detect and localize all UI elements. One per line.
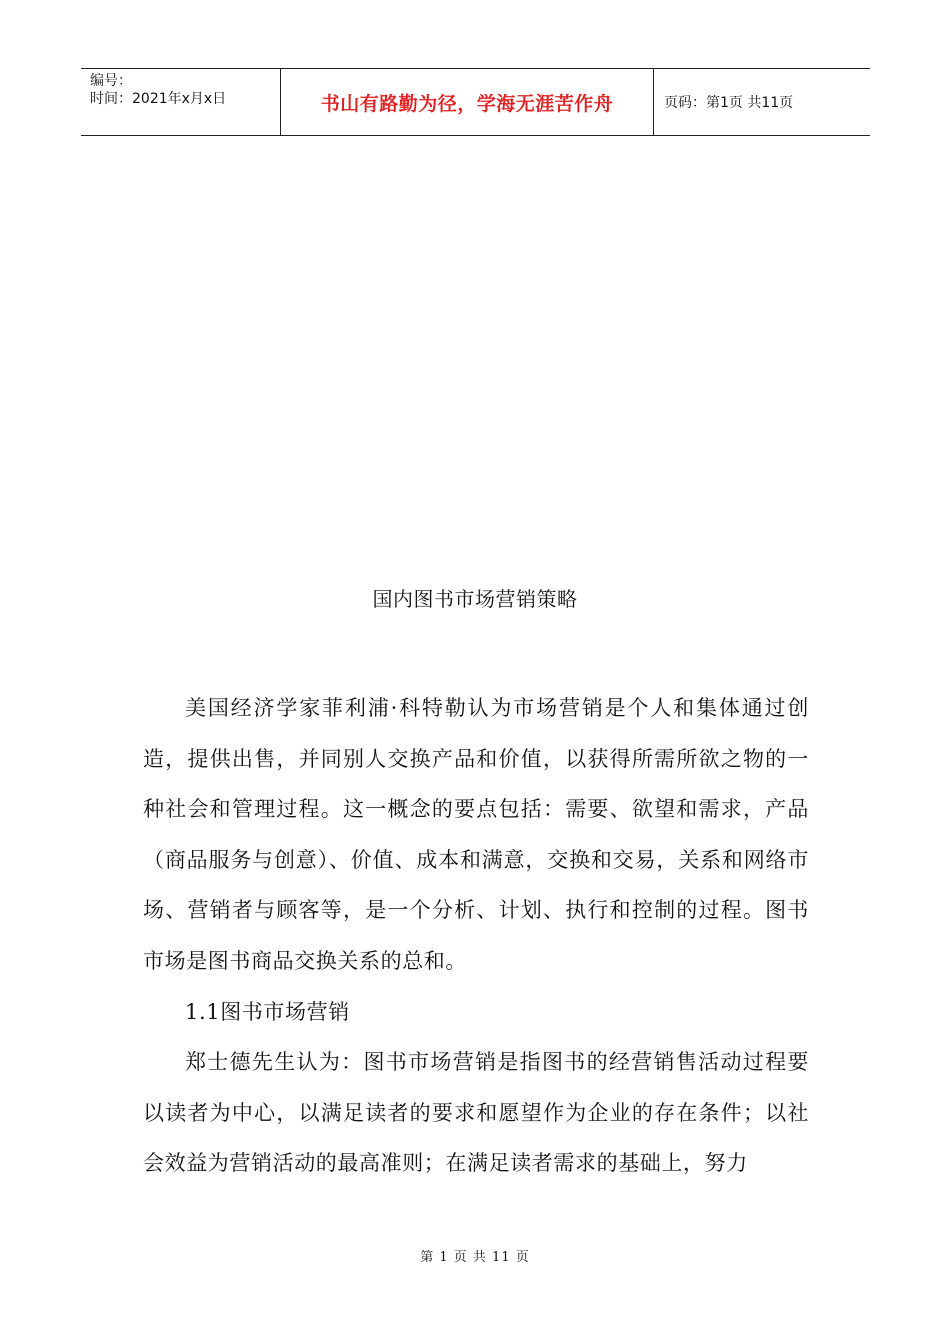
page-header bbox=[81, 68, 870, 136]
header-meta-cell bbox=[81, 69, 281, 135]
header-motto-cell bbox=[281, 69, 654, 135]
section-heading: 1.1图书市场营销 bbox=[185, 999, 350, 1024]
document-time-label: 时间：2021年x月x日 bbox=[90, 91, 227, 107]
body-paragraph: 郑士德先生认为：图书市场营销是指图书的经营销售活动过程要以读者为中心，以满足读者的要求和愿望作为企业的存在条件；以社会效益为营销活动的最高准则；在满足读者需求的基础上，努力 bbox=[143, 1050, 809, 1176]
header-motto: 书山有路勤为径，学海无涯苦作舟 bbox=[320, 92, 614, 115]
page-footer: 第 1 页 共 11 页 bbox=[420, 1250, 530, 1265]
header-page-info: 页码：第1页 共11页 bbox=[664, 95, 794, 111]
body-paragraph: 美国经济学家菲利浦·科特勒认为市场营销是个人和集体通过创造，提供出售，并同别人交换产品和价值，以获得所需所欲之物的一种社会和管理过程。这一概念的要点包括：需要、欲望和需求，产品（商品服务与创意）、价值、成本和满意，交换和交易，关系和网络市场、营销者与顾客等，是一个分析、计划、执行和控制的过程。图书市场是图书商品交换关系的总和。 bbox=[143, 696, 809, 973]
header-page-cell bbox=[654, 69, 870, 135]
document-title: 国内图书市场营销策略 bbox=[372, 587, 578, 611]
document-body bbox=[143, 683, 809, 1189]
document-number-label: 编号： bbox=[90, 73, 132, 89]
